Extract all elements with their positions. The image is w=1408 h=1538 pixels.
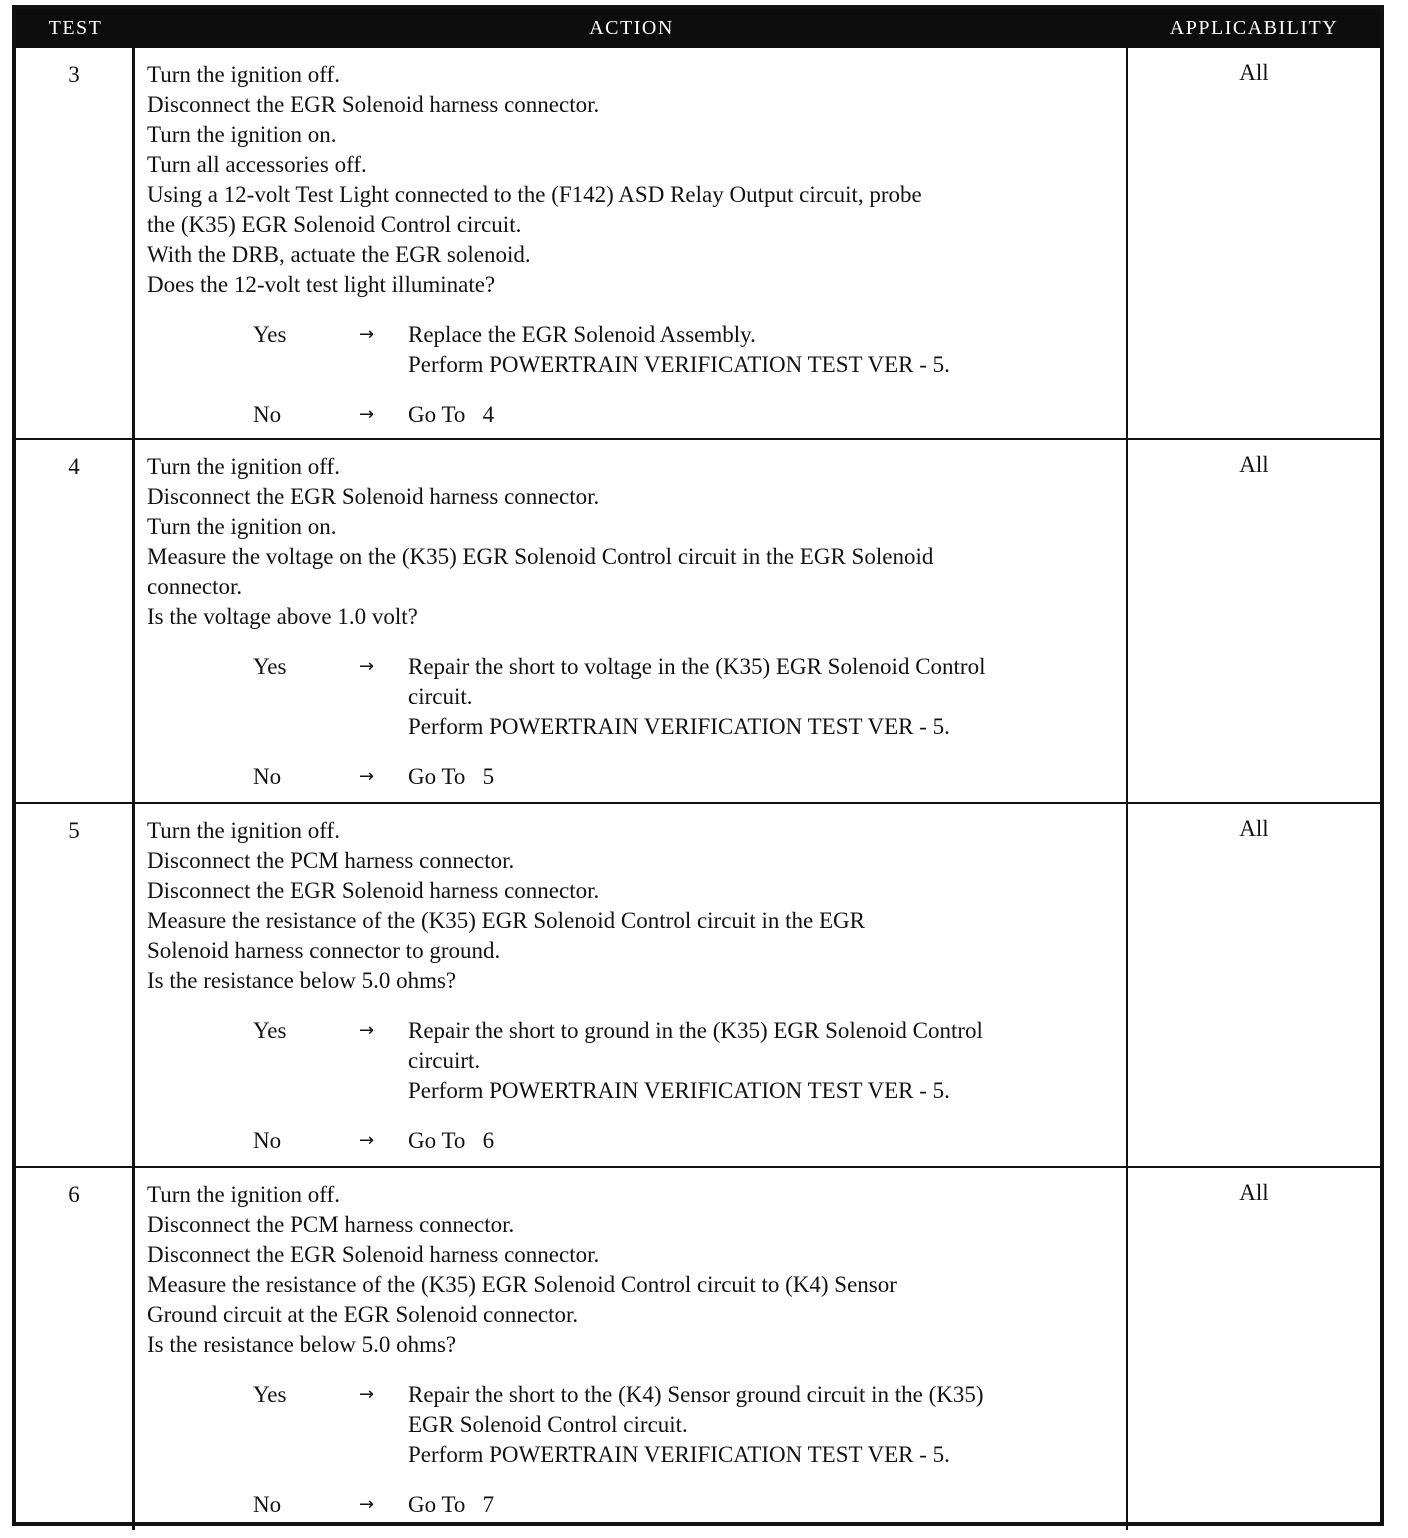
action-step: Is the resistance below 5.0 ohms? — [147, 1332, 457, 1357]
test-number: 5 — [16, 804, 135, 1166]
yes-label: Yes — [253, 322, 287, 347]
outcomes — [147, 1380, 1118, 1520]
action-step: Turn the ignition on. — [147, 122, 337, 147]
yes-result-line: Perform POWERTRAIN VERIFICATION TEST VER - 5. — [408, 1442, 950, 1467]
action-step: Solenoid harness connector to ground. — [147, 938, 501, 963]
action-step: Turn the ignition off. — [147, 62, 340, 87]
right-arrow-icon: → — [359, 1130, 375, 1151]
no-result-line: Go To 5 — [408, 764, 495, 789]
yes-result — [408, 320, 1118, 380]
right-arrow-icon: → — [359, 1384, 375, 1405]
header-applicability: APPLICABILITY — [1169, 17, 1339, 39]
outcomes — [147, 652, 1118, 792]
table-row — [16, 1166, 1380, 1530]
table-body — [16, 48, 1380, 1530]
yes-result-line: Perform POWERTRAIN VERIFICATION TEST VER - 5. — [408, 714, 950, 739]
yes-result — [408, 652, 1118, 742]
yes-result-line: Repair the short to the (K4) Sensor ground circuit in the (K35) — [408, 1382, 984, 1407]
action-cell — [135, 1168, 1128, 1530]
applicability-cell: All — [1239, 816, 1269, 841]
action-cell — [135, 804, 1128, 1166]
no-label: No — [253, 402, 282, 427]
yes-outcome — [147, 1016, 1118, 1106]
yes-result — [408, 1380, 1118, 1470]
action-cell — [135, 48, 1128, 438]
yes-result — [408, 1016, 1118, 1106]
yes-result-line: circuirt. — [408, 1048, 481, 1073]
outcomes — [147, 320, 1118, 430]
no-result-line: Go To 6 — [408, 1128, 495, 1153]
applicability-cell: All — [1239, 452, 1269, 477]
action-step: Turn the ignition off. — [147, 454, 340, 479]
right-arrow-icon: → — [359, 324, 375, 345]
action-step: the (K35) EGR Solenoid Control circuit. — [147, 212, 522, 237]
action-step: Disconnect the PCM harness connector. — [147, 848, 515, 873]
no-result — [408, 1126, 1118, 1156]
right-arrow-icon: → — [359, 656, 375, 677]
no-outcome — [147, 1490, 1118, 1520]
no-result-line: Go To 4 — [408, 402, 495, 427]
no-result — [408, 400, 1118, 430]
applicability-cell: All — [1239, 1180, 1269, 1205]
no-result — [408, 762, 1118, 792]
action-step: Disconnect the EGR Solenoid harness connector. — [147, 484, 600, 509]
action-step: Measure the resistance of the (K35) EGR Solenoid Control circuit to (K4) Sensor — [147, 1272, 897, 1297]
action-step: Using a 12-volt Test Light connected to the (F142) ASD Relay Output circuit, probe — [147, 182, 922, 207]
action-step: Disconnect the PCM harness connector. — [147, 1212, 515, 1237]
yes-result-line: Perform POWERTRAIN VERIFICATION TEST VER - 5. — [408, 1078, 950, 1103]
test-number: 6 — [16, 1168, 135, 1530]
right-arrow-icon: → — [359, 766, 375, 787]
no-result — [408, 1490, 1118, 1520]
yes-result-line: circuit. — [408, 684, 473, 709]
action-step: Does the 12-volt test light illuminate? — [147, 272, 496, 297]
action-cell — [135, 440, 1128, 802]
yes-outcome — [147, 320, 1118, 380]
header-test: TEST — [48, 17, 103, 39]
yes-label: Yes — [253, 654, 287, 679]
action-step: Is the voltage above 1.0 volt? — [147, 604, 418, 629]
test-number: 3 — [16, 48, 135, 438]
action-step: Measure the voltage on the (K35) EGR Solenoid Control circuit in the EGR Solenoid — [147, 544, 934, 569]
action-step: Disconnect the EGR Solenoid harness connector. — [147, 1242, 600, 1267]
yes-result-line: Perform POWERTRAIN VERIFICATION TEST VER - 5. — [408, 352, 950, 377]
action-step: Measure the resistance of the (K35) EGR Solenoid Control circuit in the EGR — [147, 908, 865, 933]
no-label: No — [253, 1492, 282, 1517]
action-step: Turn the ignition off. — [147, 1182, 340, 1207]
no-outcome — [147, 762, 1118, 792]
applicability-cell: All — [1239, 60, 1269, 85]
action-step: Turn the ignition on. — [147, 514, 337, 539]
table-row — [16, 48, 1380, 438]
table-row — [16, 438, 1380, 802]
action-step: Ground circuit at the EGR Solenoid connector. — [147, 1302, 579, 1327]
action-step: Disconnect the EGR Solenoid harness connector. — [147, 878, 600, 903]
header-action: ACTION — [589, 17, 674, 39]
action-step: connector. — [147, 574, 243, 599]
no-result-line: Go To 7 — [408, 1492, 495, 1517]
table-header — [16, 9, 1380, 48]
table-row — [16, 802, 1380, 1166]
right-arrow-icon: → — [359, 1020, 375, 1041]
yes-outcome — [147, 1380, 1118, 1470]
no-outcome — [147, 400, 1118, 430]
action-step: Turn all accessories off. — [147, 152, 367, 177]
yes-result-line: Replace the EGR Solenoid Assembly. — [408, 322, 756, 347]
yes-result-line: EGR Solenoid Control circuit. — [408, 1412, 688, 1437]
action-step: With the DRB, actuate the EGR solenoid. — [147, 242, 531, 267]
yes-result-line: Repair the short to voltage in the (K35) EGR Solenoid Control — [408, 654, 986, 679]
yes-label: Yes — [253, 1018, 287, 1043]
action-step: Disconnect the EGR Solenoid harness connector. — [147, 92, 600, 117]
test-number: 4 — [16, 440, 135, 802]
yes-result-line: Repair the short to ground in the (K35) EGR Solenoid Control — [408, 1018, 983, 1043]
action-step: Turn the ignition off. — [147, 818, 340, 843]
right-arrow-icon: → — [359, 1494, 375, 1515]
action-step: Is the resistance below 5.0 ohms? — [147, 968, 457, 993]
outcomes — [147, 1016, 1118, 1156]
no-label: No — [253, 1128, 282, 1153]
yes-label: Yes — [253, 1382, 287, 1407]
no-outcome — [147, 1126, 1118, 1156]
no-label: No — [253, 764, 282, 789]
right-arrow-icon: → — [359, 404, 375, 425]
test-procedure-table — [12, 5, 1384, 1526]
yes-outcome — [147, 652, 1118, 742]
